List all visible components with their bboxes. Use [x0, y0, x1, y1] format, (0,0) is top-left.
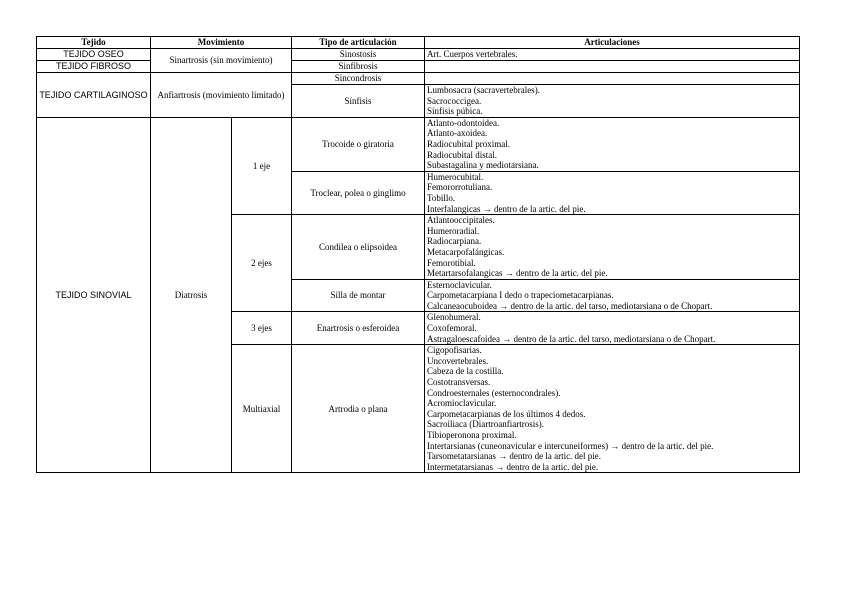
tejido-oseo: TEJIDO OSEO: [37, 49, 151, 61]
articulaciones-sinfibrosis-empty: [425, 61, 800, 73]
tipo-silla: Silla de montar: [292, 279, 425, 312]
tipo-sinfisis: Sínfisis: [292, 85, 425, 118]
list-item: Tarsometatarsianas → dentro de la artic. del pie.: [427, 451, 602, 462]
tipo-sinfibrosis: Sinfibrosis: [292, 61, 425, 73]
list-item: Atlanto-axoidea.: [427, 128, 488, 139]
tipo-sinostosis: Sinostosis: [292, 49, 425, 61]
articulation-table: [36, 36, 800, 473]
tejido-fibroso: TEJIDO FIBROSO: [37, 61, 151, 73]
list-item: Humerocubital.: [427, 171, 484, 182]
eje-3: 3 ejes: [232, 312, 292, 345]
header-movimiento: Movimiento: [151, 37, 292, 49]
tipo-trocoide: Trocoide o giratoria: [292, 117, 425, 171]
table-row: [37, 117, 800, 171]
tipo-sincondrosis: Sincondrosis: [292, 73, 425, 85]
list-item: Condroesternales (esternocondrales).: [427, 387, 561, 398]
list-item: Acromioclavicular.: [427, 398, 497, 409]
tipo-artrodia: Artrodia o plana: [292, 345, 425, 473]
list-item: Atlanto-odontoidea.: [427, 117, 500, 128]
list-item: Carpometacarpiana I dedo o trapeciometacarpianas.: [427, 290, 614, 301]
list-item: Intertarsianas (cuneonavicular e intercuneiformes) → dentro de la artic. del pie.: [427, 440, 714, 451]
list-item: Coxofemoral.: [427, 323, 477, 334]
list-item: Cabeza de la costilla.: [427, 366, 504, 377]
list-item: Radiocarpiana.: [427, 236, 482, 247]
list-item: Femororrotuliana.: [427, 182, 493, 193]
articulaciones-silla: [425, 279, 800, 312]
list-item: Radiocubital distal.: [427, 149, 497, 160]
list-item: Subastagalina y mediotarsiana.: [427, 160, 539, 171]
list-item: Calcaneaocuboidea → dentro de la artic. del tarso, mediotarsiana o de Chopart.: [427, 300, 713, 311]
list-item: Cigopofisarias.: [427, 345, 482, 356]
tejido-sinovial: TEJIDO SINOVIAL: [37, 117, 151, 473]
list-item: Intermetatarsianas → dentro de la artic. del pie.: [427, 461, 599, 472]
header-row: [37, 37, 800, 49]
table-row: [37, 73, 800, 85]
articulaciones-sincondrosis-empty: [425, 73, 800, 85]
list-item: Interfalangicas → dentro de la artic. del pie.: [427, 203, 586, 214]
tipo-enartrosis: Enartrosis o esferoidea: [292, 312, 425, 345]
eje-1: 1 eje: [232, 117, 292, 214]
list-item: Carpometacarpianas de los últimos 4 dedos.: [427, 408, 586, 419]
articulaciones-sinostosis: Art. Cuerpos vertebrales.: [425, 49, 800, 61]
articulaciones-troclear: [425, 171, 800, 214]
articulaciones-trocoide: [425, 117, 800, 171]
list-item: Sacroiliaca (Diartroanfiartrosis).: [427, 419, 544, 430]
articulaciones-enartrosis: [425, 312, 800, 345]
articulaciones-artrodia: [425, 345, 800, 473]
header-articulaciones: Articulaciones: [425, 37, 800, 49]
articulaciones-sinfisis: [425, 85, 800, 118]
list-item: Femorotibial.: [427, 257, 476, 268]
movimiento-anfiartrosis: Anfiartrosis (movimiento limitado): [151, 73, 292, 118]
list-item: Atlantooccipitales.: [427, 215, 495, 226]
header-tejido: Tejido: [37, 37, 151, 49]
tipo-troclear: Troclear, polea o ginglimo: [292, 171, 425, 214]
list-item: Radiocubital proximal.: [427, 138, 510, 149]
eje-2: 2 ejes: [232, 215, 292, 312]
list-item: Tibioperonona proximal.: [427, 430, 517, 440]
tipo-condilea: Condilea o elipsoidea: [292, 215, 425, 280]
list-item: Metartarsofalangicas → dentro de la artic. del pie.: [427, 268, 608, 279]
movimiento-sinartrosis: Sinartrosis (sin movimiento): [151, 49, 292, 73]
list-item: Uncovertebrales.: [427, 355, 489, 366]
list-item: Humeroradial.: [427, 225, 480, 236]
list-item: Metacarpofalángicas.: [427, 246, 505, 257]
list-item: Tobillo.: [427, 192, 456, 203]
header-tipo: Tipo de articulación: [292, 37, 425, 49]
list-item: Sínfisis púbica.: [427, 106, 483, 117]
eje-multiaxial: Multiaxial: [232, 345, 292, 473]
list-item: Sacrococcigea.: [427, 95, 482, 106]
list-item: Astragaloescafoidea → dentro de la artic. del tarso, mediotarsiana o de Chopart.: [427, 333, 716, 344]
list-item: Esternoclavicular.: [427, 279, 492, 290]
list-item: Lumbosacra (sacravertebrales).: [427, 85, 540, 95]
list-item: Glenohumeral.: [427, 312, 481, 323]
tejido-cartilaginoso: TEJIDO CARTILAGINOSO: [37, 73, 151, 118]
table-row: [37, 49, 800, 61]
list-item: Costotransversas.: [427, 377, 491, 388]
articulaciones-condilea: [425, 215, 800, 280]
movimiento-diatrosis: Diatrosis: [151, 117, 232, 473]
